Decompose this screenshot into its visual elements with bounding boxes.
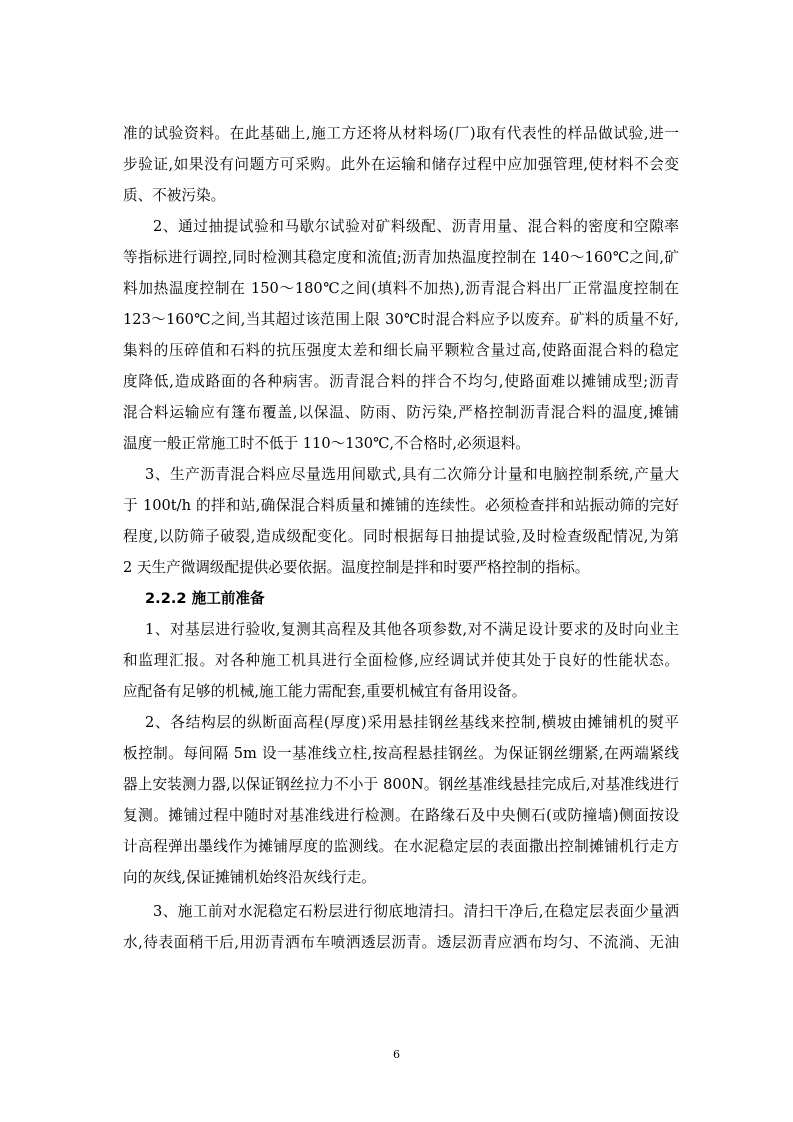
text-line: 程度,以防筛子破裂,造成级配变化。同时根据每日抽提试验,及时检查级配情况,为第 [123,528,679,545]
text-line: 3、施工前对水泥稳定石粉层进行彻底地清扫。清扫干净后,在稳定层表面少量洒 [153,903,679,920]
text-line: 于 100t/h 的拌和站,确保混合料质量和摊铺的连续性。必须检查拌和站振动筛的完好 [123,497,679,514]
text-line: 3、生产沥青混合料应尽量选用间歇式,具有二次筛分计量和电脑控制系统,产量大 [145,466,679,483]
text-line: 等指标进行调控,同时检测其稳定度和流值;沥青加热温度控制在 140～160℃之间,矿 [123,249,679,266]
text-line: 质、不被污染。 [123,187,226,204]
text-line: 集料的压碎值和石料的抗压强度太差和细长扁平颗粒含量过高,使路面混合料的稳定 [123,342,679,359]
section-heading: 2.2.2 施工前准备 [145,590,265,607]
body-text [123,118,679,958]
text-line: 步验证,如果没有问题方可采购。此外在运输和储存过程中应加强管理,使材料不会变 [123,156,679,173]
text-line: 器上安装测力器,以保证钢丝拉力不小于 800N。钢丝基准线悬挂完成后,对基准线进行 [123,776,679,793]
text-line: 2、各结构层的纵断面高程(厚度)采用悬挂钢丝基线来控制,横坡由摊铺机的熨平 [145,714,679,731]
text-line: 复测。摊铺过程中随时对基准线进行检测。在路缘石及中央侧石(或防撞墙)侧面按设 [123,807,679,824]
text-line: 板控制。每间隔 5m 设一基准线立柱,按高程悬挂钢丝。为保证钢丝绷紧,在两端紧线 [123,745,679,762]
page-number: 6 [393,1048,400,1061]
text-line: 水,待表面稍干后,用沥青洒布车喷洒透层沥青。透层沥青应洒布均匀、不流淌、无油 [123,934,679,951]
text-line: 2 天生产微调级配提供必要依据。温度控制是拌和时要严格控制的指标。 [123,559,590,576]
text-line: 混合料运输应有篷布覆盖,以保温、防雨、防污染,严格控制沥青混合料的温度,摊铺 [123,404,679,421]
text-line: 温度一般正常施工时不低于 110～130℃,不合格时,必须退料。 [123,435,531,452]
text-line: 123～160℃之间,当其超过该范围上限 30℃时混合料应予以废弃。矿料的质量不好, [123,311,679,328]
text-line: 计高程弹出墨线作为摊铺厚度的监测线。在水泥稳定层的表面撒出控制摊铺机行走方 [123,838,679,855]
text-line: 应配备有足够的机械,施工能力需配套,重要机械宜有备用设备。 [123,683,527,700]
text-line: 2、通过抽提试验和马歇尔试验对矿料级配、沥青用量、混合料的密度和空隙率 [153,218,679,235]
text-line: 和监理汇报。对各种施工机具进行全面检修,应经调试并使其处于良好的性能状态。 [123,652,679,669]
text-line: 度降低,造成路面的各种病害。沥青混合料的拌合不均匀,使路面难以摊铺成型;沥青 [123,373,679,390]
text-line: 准的试验资料。在此基础上,施工方还将从材料场(厂)取有代表性的样品做试验,进一 [123,125,679,142]
text-line: 向的灰线,保证摊铺机始终沿灰线行走。 [123,869,376,886]
text-line: 料加热温度控制在 150～180℃之间(填料不加热),沥青混合料出厂正常温度控制在 [123,280,679,297]
text-line: 1、对基层进行验收,复测其高程及其他各项参数,对不满足设计要求的及时向业主 [145,621,679,638]
